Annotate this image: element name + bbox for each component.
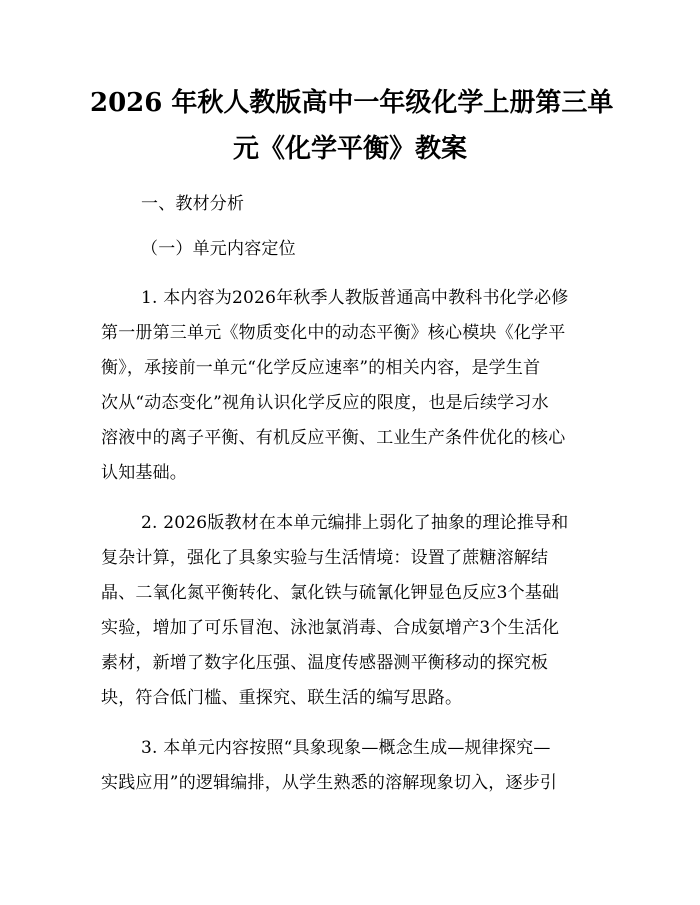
paragraph-1-line-6: 认知基础。 <box>101 463 187 483</box>
paragraph-2-line-3: 晶、二氧化氮平衡转化、氯化铁与硫氰化钾显色反应3个基础 <box>101 583 560 603</box>
paragraph-2-line-2: 复杂计算，强化了具象实验与生活情境：设置了蔗糖溶解结 <box>101 548 549 568</box>
paragraph-1-line-4: 次从“动态变化”视角认识化学反应的限度，也是后续学习水 <box>101 393 549 413</box>
paragraph-2-line-4: 实验，增加了可乐冒泡、泳池氯消毒、合成氨增产3个生活化 <box>101 618 560 638</box>
subsection-heading: （一）单元内容定位 <box>141 239 296 259</box>
paragraph-2-line-1: 2. 2026版教材在本单元编排上弱化了抽象的理论推导和 <box>141 513 569 533</box>
paragraph-2-line-6: 块，符合低门槛、重探究、联生活的编写思路。 <box>101 688 463 708</box>
paragraph-3-line-2: 实践应用”的逻辑编排，从学生熟悉的溶解现象切入，逐步引 <box>101 773 558 793</box>
section-heading: 一、教材分析 <box>141 194 245 214</box>
paragraph-2-line-5: 素材，新增了数字化压强、温度传感器测平衡移动的探究板 <box>101 653 549 673</box>
paragraph-1-line-3: 衡》，承接前一单元“化学反应速率”的相关内容，是学生首 <box>101 358 541 378</box>
document-title-line-2: 元《化学平衡》教案 <box>232 134 467 164</box>
paragraph-1-line-1: 1. 本内容为2026年秋季人教版普通高中教科书化学必修 <box>141 288 569 308</box>
paragraph-3-line-1: 3. 本单元内容按照“具象现象—概念生成—规律探究— <box>141 738 551 758</box>
paragraph-1-line-2: 第一册第三单元《物质变化中的动态平衡》核心模块《化学平 <box>101 323 566 343</box>
document-title-line-1: 2026 年秋人教版高中一年级化学上册第三单 <box>90 88 614 118</box>
paragraph-1-line-5: 溶液中的离子平衡、有机反应平衡、工业生产条件优化的核心 <box>101 428 566 448</box>
